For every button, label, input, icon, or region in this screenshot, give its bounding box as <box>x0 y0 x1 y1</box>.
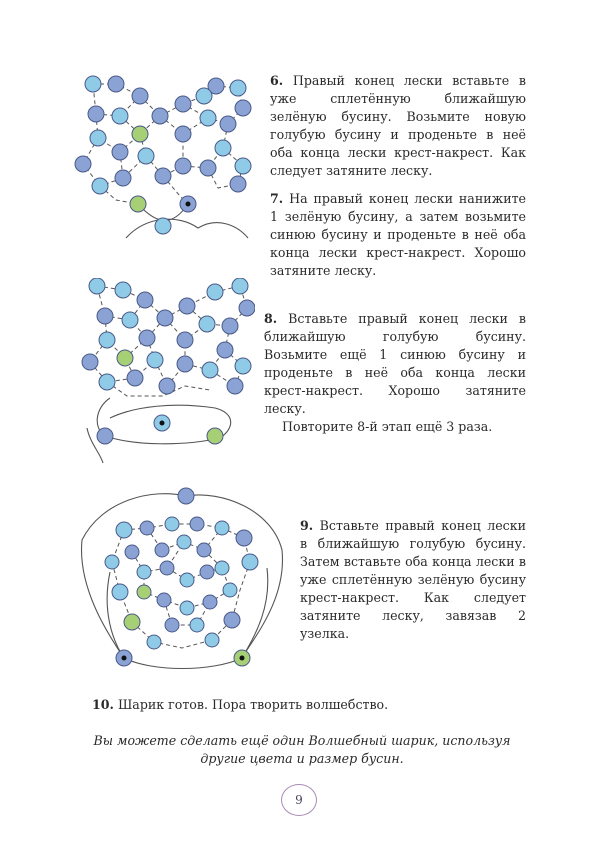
step-7 <box>270 190 526 280</box>
closing-note: Вы можете сделать ещё один Волшебный шарик, используя другие цвета и размер бусин. <box>93 733 511 766</box>
page-number: 9 <box>281 784 317 816</box>
step-10 <box>92 696 512 714</box>
step-8-text: Вставьте правый конец лески в ближайшую голубую бусину. Возьмите ещё 1 синюю бусину и проденьте в неё оба конца лески крест-накрест. Хорошо затяните леску. <box>264 311 526 416</box>
step-10-text: Шарик готов. Пора творить волшебство. <box>117 697 389 712</box>
step-9-text: Вставьте правый конец лески в ближайшую голубую бусину. Затем вставьте оба конца лески в уже сплетённую зелёную бусину крест-накрест. Как следует затяните леску, завязав 2 узелка. <box>300 518 526 641</box>
step-7-text: На правый конец лески нанижите 1 зелёную бусину, а затем возьмите синюю бусину и проденьте в неё оба конца лески крест-накрест. Хорошо затяните леску. <box>270 191 527 278</box>
step-9 <box>300 517 526 643</box>
beading-diagram-step-6-7 <box>68 66 268 246</box>
beading-diagram-step-8 <box>75 278 255 468</box>
step-7-number: 7. <box>270 191 284 206</box>
step-8-number: 8. <box>264 311 278 326</box>
beading-diagram-step-9 <box>72 480 287 680</box>
step-9-number: 9. <box>300 518 314 533</box>
step-6-text: Правый конец лески вставьте в уже сплетённую ближайшую зелёную бусину. Возьмите новую голубую бусину и проденьте в неё оба конца лески крест-накрест. Как следует затяните леску. <box>270 73 526 178</box>
step-8-note: Повторите 8-й этап ещё 3 раза. <box>282 419 493 434</box>
step-6-number: 6. <box>270 73 284 88</box>
step-10-number: 10. <box>92 697 114 712</box>
step-8 <box>264 310 526 436</box>
step-6 <box>270 72 526 180</box>
